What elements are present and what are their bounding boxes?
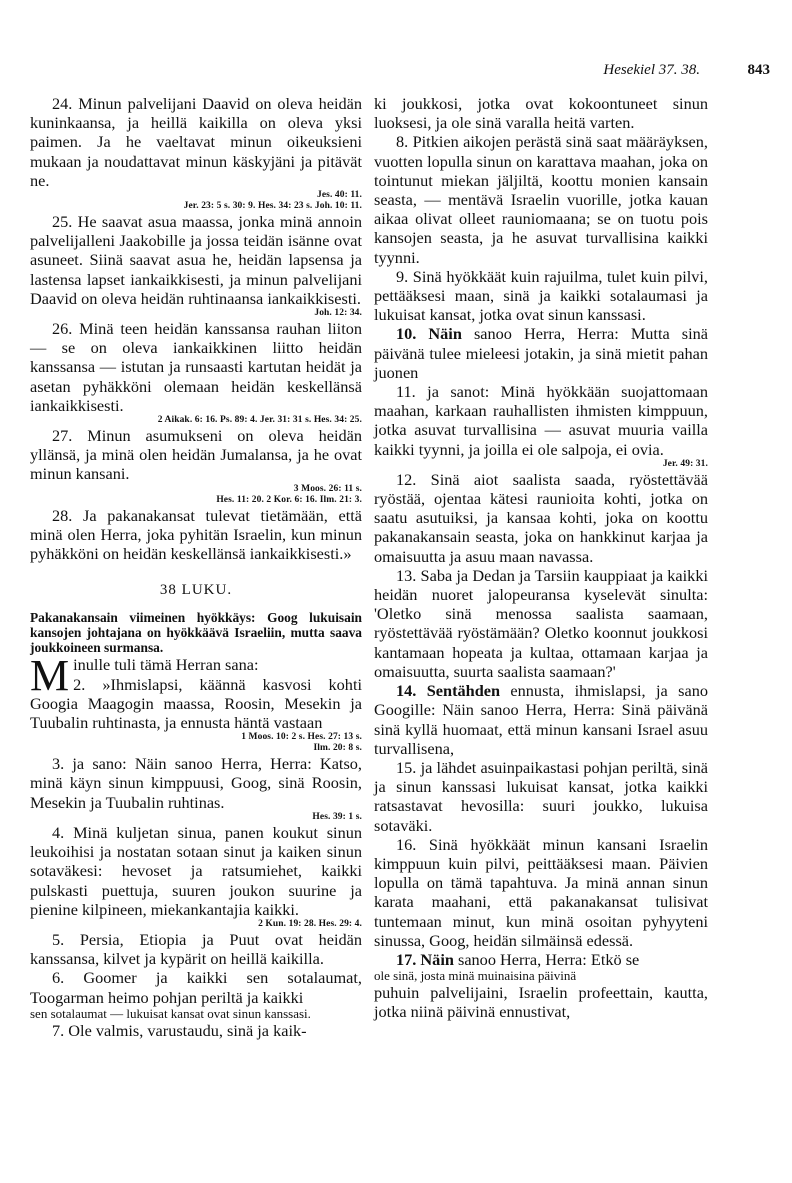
verse-10-lead: 10. Näin (396, 324, 462, 344)
verse-14-text: ennusta, ihmislapsi, ja sano Googille: Näin sanoo Herra, Herra: Sinä päivänä sinä kyllä huomaat, että minun kansani Israel asuu turvallisena, (374, 681, 708, 758)
verse-17-text: sanoo Herra, Herra: Etkö se (453, 949, 640, 969)
page-number: 843 (747, 62, 770, 78)
cross-reference: Jer. 49: 31. (662, 458, 708, 469)
cross-reference: Jer. 23: 5 s. 30: 9. Hes. 34: 23 s. Joh. 10: 11. (183, 201, 362, 212)
verse-25: 25. He saavat asua maassa, jonka minä annoin palvelijalleni Jaakobille ja jossa teidän isänne ovat asuneet. Siinä saavat asua he, heidän lapsensa ja lastensa lapset iankaikkisesti, ja minun palvelijani Daavid on oleva heidän ruhtinaansa iankaikkisesti. (30, 212, 362, 308)
verse-2: 2. »Ihmislapsi, käännä kasvosi kohti Googia Maagogin maassa, Roosin, Mesekin ja Tuubalin ruhtinasta, ja ennusta häntä vastaan (30, 674, 362, 733)
verse-5: 5. Persia, Etiopia ja Puut ovat heidän kanssansa, kilvet ja kypärit on heillä kaikilla. (30, 929, 362, 969)
verse-12: 12. Sinä aiot saalista saada, ryöstettävää ryöstää, ojentaa kätesi raunioita kohti, jotka on saatu asutuiksi, ja kansaa kohti, joka on koottu pakanakansain seasta, joka on hankkinut karjaa ja omaisuutta ja asuu maan navassa. (374, 469, 708, 566)
verse-24: 24. Minun palvelijani Daavid on oleva heidän kuninkaansa, ja heillä kaikilla on oleva yksi paimen. Ja he vaeltavat minun oikeuksieni mukaan ja noudattavat minun käskyjäni ja pitävät ne. (30, 94, 362, 190)
verse-28: 28. Ja pakanakansat tulevat tietämään, että minä olen Herra, joka pyhitän Israelin, kun minun pyhäkköni on heidän keskellänsä iankaikkisesti.» (30, 505, 362, 564)
verse-17 (374, 950, 708, 969)
cross-reference: 2 Aikak. 6: 16. Ps. 89: 4. Jer. 31: 31 s. Hes. 34: 25. (157, 415, 362, 426)
left-column (30, 94, 362, 1040)
verse-7-continued: ki joukkosi, jotka ovat kokoontuneet sinun luoksesi, ja ole sinä varalla heitä varten. (374, 94, 708, 133)
verse-26: 26. Minä teen heidän kanssansa rauhan liiton — se on oleva iankaikkinen liitto heidän kanssansa — istutan ja runsaasti kartutan heidät ja asetan pyhäkköni olemaan heidän keskellänsä iankaikkisesti. (30, 319, 362, 415)
drop-cap: M (30, 651, 70, 701)
cross-reference: Ilm. 20: 8 s. (313, 743, 362, 754)
cross-reference: Hes. 39: 1 s. (312, 811, 362, 822)
cross-reference: 2 Kun. 19: 28. Hes. 29: 4. (258, 918, 362, 929)
running-head: Hesekiel 37. 38. (603, 62, 700, 78)
verse-8: 8. Pitkien aikojen perästä sinä saat määräyksen, vuotten lopulla sinun on karattava maahan, joka on tointunut miekan jäljiltä, koottu monien kansain seasta, — mentävä Israelin vuorille, jotka kauan aikaa olivat olleet rauniomaana; se on tuotu pois kansojen seasta, ja he asuvat turvallisina kaikki tyynni. (374, 132, 708, 267)
verse-1-text: inulle tuli tämä Herran sana: (73, 655, 259, 675)
verse-13: 13. Saba ja Dedan ja Tarsiin kauppiaat ja kaikki heidän nuoret jalopeuransa kyselevät sinulta: 'Oletko sinä menossa saalista saamaan, ryöstettävää ryöstämään? Oletko koonnut joukkosi kantamaan hopeata ja kultaa, ottamaan karjaa ja omaisuutta, suurta saalista saamaan?' (374, 565, 708, 681)
verse-7: 7. Ole valmis, varustaudu, sinä ja kaik- (52, 1020, 307, 1040)
verse-1 (30, 651, 362, 701)
chapter-summary: Pakanakansain viimeinen hyökkäys: Goog lukuisain kansojen johtajana on hyökkäävä Israeliin, mutta saava joukkoineen surmansa. (30, 610, 362, 656)
verse-27: 27. Minun asumukseni on oleva heidän yllänsä, ja minä olen heidän Jumalansa, ja he ovat minun kansani. (30, 426, 362, 484)
verse-14-lead: 14. Sentähden (396, 681, 501, 701)
verse-4: 4. Minä kuljetan sinua, panen koukut sinun leukoihisi ja nostatan sotaan sinut ja kaiken sinun sotaväkesi: hevoset ja ratsumiehet, kaikki pulskasti puettuja, suuren joukon suurine ja pienine kilpineen, miekankantajia kaikki. (30, 822, 362, 919)
cross-reference: Jes. 40: 11. (316, 190, 362, 201)
verse-3: 3. ja sano: Näin sanoo Herra, Herra: Katso, minä käyn sinun kimppuusi, Goog, sinä Roosin, Mesekin ja Tuubalin ruhtinas. (30, 754, 362, 812)
verse-6: 6. Goomer ja kaikki sen sotalaumat, Toogarman heimo pohjan periltä ja kaikki (30, 968, 362, 1007)
verse-10 (374, 324, 708, 382)
cross-reference: Joh. 12: 34. (314, 308, 362, 319)
verse-17-continued: ole sinä, josta minä muinaisina päivinä (374, 968, 577, 984)
verse-6-continued: sen sotalaumat — lukuisat kansat ovat sinun kanssasi. (30, 1005, 311, 1021)
verse-17-end: puhuin palvelijaini, Israelin profeettain, kautta, jotka niinä päivinä ennustivat, (374, 983, 708, 1022)
cross-reference: Hes. 11: 20. 2 Kor. 6: 16. Ilm. 21: 3. (216, 494, 362, 505)
verse-10-text: sanoo Herra, Herra: Mutta sinä päivänä tulee mieleesi jotakin, ja sinä mietit pahan juonen (374, 324, 708, 382)
cross-reference: 1 Moos. 10: 2 s. Hes. 27: 13 s. (241, 732, 362, 743)
verse-16: 16. Sinä hyökkäät minun kansani Israelin kimppuun kuin pilvi, peittääksesi maan. Päivien lopulla on tämä tapahtuva. Ja minä annan sinun karata maahani, että pakanakansat tulisivat tuntemaan minut, kun minä osoitan pyhyyteni sinussa, Goog, heidän silmäinsä edessä. (374, 834, 708, 950)
verse-9: 9. Sinä hyökkäät kuin rajuilma, tulet kuin pilvi, pettääksesi maan, sinä ja kaikki sotalaumasi ja lukuisat kansat, jotka ovat sinun kanssasi. (374, 266, 708, 325)
verse-17-lead: 17. Näin (396, 949, 454, 969)
verse-14 (374, 681, 708, 758)
chapter-heading: 38 LUKU. (159, 582, 233, 599)
verse-11: 11. ja sanot: Minä hyökkään suojattomaan maahan, karkaan rauhallisten ihmisten kimppuun, jotka asuvat turvallisina — asuvat muuria vailla kaikki tyynni, ja joilla ei ole salpoja, ei ovia. (374, 382, 708, 459)
right-column (374, 94, 708, 1022)
verse-15: 15. ja lähdet asuinpaikastasi pohjan periltä, sinä ja sinun kanssasi lukuisat kansat, jotka kaikki ratsastavat hevosilla: suuri joukko, lukuisa sotaväki. (374, 757, 708, 835)
cross-reference: 3 Moos. 26: 11 s. (293, 483, 362, 494)
